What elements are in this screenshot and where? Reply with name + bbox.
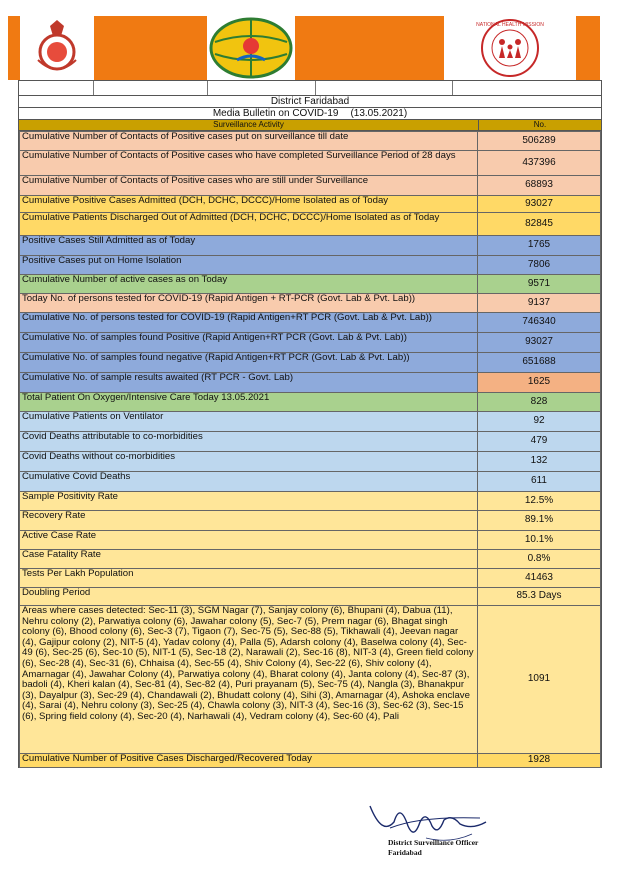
surveillance-table bbox=[19, 131, 601, 768]
row-value: 1091 bbox=[478, 606, 601, 754]
table-row bbox=[20, 492, 601, 511]
table-row bbox=[20, 569, 601, 588]
row-label: Cumulative No. of samples found Positive (Rapid Antigen+RT PCR (Govt. Lab & Pvt. Lab)) bbox=[20, 333, 478, 353]
row-label: Cumulative Patients on Ventilator bbox=[20, 412, 478, 432]
row-label: Cumulative Number of Positive Cases Discharged/Recovered Today bbox=[20, 754, 478, 768]
row-label: Cumulative No. of sample results awaited (RT PCR - Govt. Lab) bbox=[20, 373, 478, 393]
signature-place: Faridabad bbox=[388, 848, 422, 857]
table-row bbox=[20, 511, 601, 531]
row-label: Total Patient On Oxygen/Intensive Care Today 13.05.2021 bbox=[20, 393, 478, 412]
row-value: 506289 bbox=[478, 132, 601, 151]
table-row bbox=[20, 213, 601, 236]
row-value: 132 bbox=[478, 452, 601, 472]
row-value: 85.3 Days bbox=[478, 588, 601, 606]
row-label: Cumulative Covid Deaths bbox=[20, 472, 478, 492]
col-header-activity: Surveillance Activity bbox=[19, 120, 479, 130]
header-spacer-row bbox=[19, 81, 601, 96]
row-label: Cumulative No. of samples found negative (Rapid Antigen+RT PCR (Govt. Lab & Pvt. Lab)) bbox=[20, 353, 478, 373]
row-label: Cumulative Number of Contacts of Positive cases put on surveillance till date bbox=[20, 132, 478, 151]
table-row bbox=[20, 393, 601, 412]
row-label: Cumulative Number of active cases as on Today bbox=[20, 275, 478, 294]
row-value: 828 bbox=[478, 393, 601, 412]
bulletin-title: Media Bulletin on COVID-19 bbox=[212, 108, 339, 119]
globe-logo-icon bbox=[207, 16, 295, 80]
row-value: 93027 bbox=[478, 196, 601, 213]
row-label: Cumulative Number of Contacts of Positive cases who are still under Surveillance bbox=[20, 176, 478, 196]
row-value: 1928 bbox=[478, 754, 601, 768]
row-value: 9571 bbox=[478, 275, 601, 294]
row-value: 10.1% bbox=[478, 531, 601, 550]
row-value: 68893 bbox=[478, 176, 601, 196]
globe-logo bbox=[207, 16, 295, 80]
table-row bbox=[20, 606, 601, 754]
row-value: 651688 bbox=[478, 353, 601, 373]
row-label: Positive Cases Still Admitted as of Today bbox=[20, 236, 478, 256]
table-row bbox=[20, 275, 601, 294]
row-value: 93027 bbox=[478, 333, 601, 353]
row-label: Cumulative Positive Cases Admitted (DCH, DCHC, DCCC)/Home Isolated as of Today bbox=[20, 196, 478, 213]
table-row bbox=[20, 151, 601, 176]
row-label: Today No. of persons tested for COVID-19 (Rapid Antigen + RT-PCR (Govt. Lab & Pvt. Lab)) bbox=[20, 294, 478, 313]
row-label: Recovery Rate bbox=[20, 511, 478, 531]
row-label: Covid Deaths without co-morbidities bbox=[20, 452, 478, 472]
table-row bbox=[20, 412, 601, 432]
table-row bbox=[20, 313, 601, 333]
district-title: District Faridabad bbox=[19, 96, 601, 108]
state-emblem bbox=[20, 16, 94, 80]
row-value: 82845 bbox=[478, 213, 601, 236]
row-label: Cumulative No. of persons tested for COVID-19 (Rapid Antigen+RT PCR (Govt. Lab & Pvt. Lab)) bbox=[20, 313, 478, 333]
table-row bbox=[20, 472, 601, 492]
bulletin-document bbox=[18, 80, 602, 768]
table-row bbox=[20, 353, 601, 373]
row-value: 746340 bbox=[478, 313, 601, 333]
haryana-emblem-icon bbox=[20, 16, 94, 80]
row-label: Covid Deaths attributable to co-morbidities bbox=[20, 432, 478, 452]
table-row bbox=[20, 236, 601, 256]
table-row bbox=[20, 196, 601, 213]
table-row bbox=[20, 452, 601, 472]
table-row bbox=[20, 432, 601, 452]
row-label: Doubling Period bbox=[20, 588, 478, 606]
table-row bbox=[20, 333, 601, 353]
row-label: Positive Cases put on Home Isolation bbox=[20, 256, 478, 275]
nhm-logo bbox=[444, 16, 576, 80]
row-label: Areas where cases detected: Sec-11 (3), SGM Nagar (7), Sanjay colony (6), Bhupani (4), Dabua (11), Nehru colony (2), Parwatiya colony (6), Jawahar colony (5), Sec-7 (5), Prem nagar (6), Bhagat singh colony (6), Bhood colony (6), Sec-3 (7), Tigaon (7), Sec-75 (5), Sec-88 (5), Tikhawali (4), Jeevan nagar (4), Gajipur colony (2), NIT-5 (4), Yadav colony (4), Palla (5), Adarsh colony (4), Baselwa colony (4), Sec-49 (6), Sec-25 (6), Sec-10 (5), NIT-1 (5), Sec-18 (2), Narawali (2), Sec-16 (8), NIT-3 (4), Green field colony (6), Sec-28 (4), Sec-31 (6), Chhaisa (4), Sec-55 (4), Shiv Colony (4), Sec-22 (6), Shiv colony (4), Amarnagar (4), Jawahar Colony (4), Parwatiya colony (4), Bharat colony (4), Janta colony (4), Sec-87 (3), badoli (4), Kheri kalan (4), Sec-81 (4), Sec-82 (4), Puri prayanam (5), Sec-75 (4), Nangla (3), Bhanakpur (3), Dayalpur (3), Sec-29 (4), Chandawali (2), Bhudatt colony (4), Sihi (3), Amarnagar (4), Ashoka enclave (4), Sarai (4), Nehru colony (3), Sec-25 (4), Chawla colony (3), NIT-3 (4), Sec-16 (3), Sec-62 (3), Sec-15 (6), Spring field colony (4), Sec-20 (4), Narhawali (4), Vedram colony (4), Sec-60 (4), Pali bbox=[20, 606, 478, 754]
row-value: 12.5% bbox=[478, 492, 601, 511]
row-label: Tests Per Lakh Population bbox=[20, 569, 478, 588]
row-value: 7806 bbox=[478, 256, 601, 275]
row-label: Sample Positivity Rate bbox=[20, 492, 478, 511]
row-label: Case Fatality Rate bbox=[20, 550, 478, 569]
table-row bbox=[20, 256, 601, 275]
row-value: 41463 bbox=[478, 569, 601, 588]
bulletin-title-row bbox=[19, 108, 601, 120]
table-row bbox=[20, 132, 601, 151]
row-value: 0.8% bbox=[478, 550, 601, 569]
row-value: 9137 bbox=[478, 294, 601, 313]
row-label: Cumulative Patients Discharged Out of Admitted (DCH, DCHC, DCCC)/Home Isolated as of Today bbox=[20, 213, 478, 236]
row-value: 89.1% bbox=[478, 511, 601, 531]
table-row bbox=[20, 373, 601, 393]
table-header bbox=[19, 120, 601, 131]
row-label: Cumulative Number of Contacts of Positive cases who have completed Surveillance Period of 28 days bbox=[20, 151, 478, 176]
row-value: 92 bbox=[478, 412, 601, 432]
row-value: 437396 bbox=[478, 151, 601, 176]
row-label: Active Case Rate bbox=[20, 531, 478, 550]
table-row bbox=[20, 550, 601, 569]
row-value: 1625 bbox=[478, 373, 601, 393]
table-row bbox=[20, 294, 601, 313]
row-value: 611 bbox=[478, 472, 601, 492]
table-row bbox=[20, 176, 601, 196]
bulletin-date: (13.05.2021) bbox=[350, 108, 408, 119]
table-row bbox=[20, 754, 601, 768]
signature-title: District Surveillance Officer bbox=[388, 838, 479, 847]
row-value: 479 bbox=[478, 432, 601, 452]
nhm-logo-text: NATIONAL HEALTH MISSION bbox=[476, 22, 544, 28]
national-health-mission-logo-icon bbox=[444, 16, 576, 80]
signature-block bbox=[388, 838, 478, 858]
table-row bbox=[20, 531, 601, 550]
row-value: 1765 bbox=[478, 236, 601, 256]
table-row bbox=[20, 588, 601, 606]
col-header-no: No. bbox=[533, 120, 547, 129]
